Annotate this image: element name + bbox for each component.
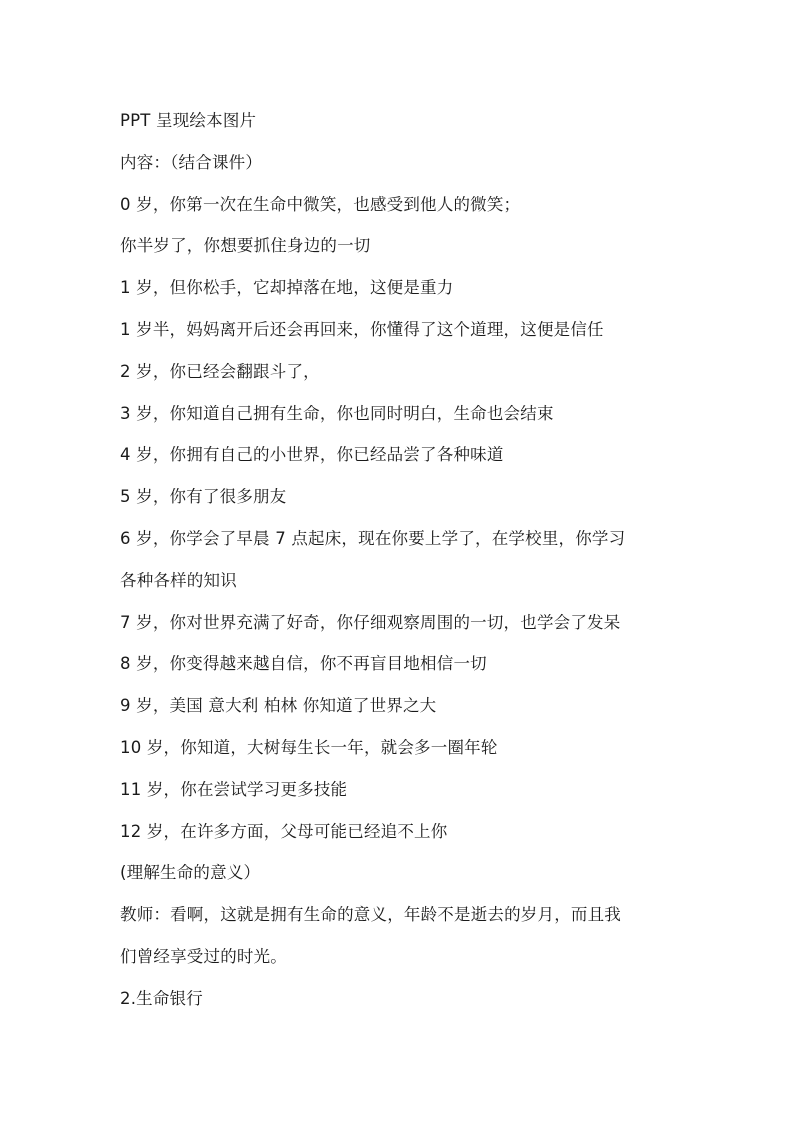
text-line-age-11: 11 岁，你在尝试学习更多技能	[120, 779, 348, 799]
text-line-age-5: 5 岁，你有了很多朋友	[120, 487, 287, 507]
text-line-age-0: 0 岁，你第一次在生命中微笑，也感受到他人的微笑；	[120, 194, 521, 214]
text-line-age-9: 9 岁，美国 意大利 柏林 你知道了世界之大	[120, 696, 437, 716]
text-line-age-1-half: 1 岁半，妈妈离开后还会再回来，你懂得了这个道理，这便是信任	[120, 319, 604, 339]
text-line-content-heading: 内容：（结合课件）	[120, 152, 263, 172]
text-line-age-4: 4 岁，你拥有自己的小世界，你已经品尝了各种味道	[120, 445, 504, 465]
text-line-age-8: 8 岁，你变得越来越自信，你不再盲目地相信一切	[120, 654, 487, 674]
text-line-age-6: 6 岁，你学会了早晨 7 点起床，现在你要上学了，在学校里，你学习	[120, 528, 626, 548]
text-line-age-2: 2 岁，你已经会翻跟斗了，	[120, 361, 320, 381]
text-line-age-7: 7 岁，你对世界充满了好奇，你仔细观察周围的一切，也学会了发呆	[120, 612, 621, 632]
text-line-age-10: 10 岁，你知道，大树每生长一年，就会多一圈年轮	[120, 737, 498, 757]
text-line-meaning-note: (理解生命的意义）	[120, 863, 261, 883]
text-line-age-3: 3 岁，你知道自己拥有生命，你也同时明白，生命也会结束	[120, 403, 554, 423]
text-line-teacher-cont: 们曾经享受过的时光。	[120, 946, 287, 966]
text-line-age-12: 12 岁，在许多方面，父母可能已经追不上你	[120, 821, 448, 841]
document-body	[120, 100, 690, 1020]
text-line-teacher: 教师：看啊，这就是拥有生命的意义，年龄不是逝去的岁月，而且我	[120, 905, 621, 925]
text-line-section-heading: 2.生命银行	[120, 988, 203, 1008]
text-line-ppt-note: PPT 呈现绘本图片	[120, 111, 257, 130]
text-line-age-6-cont: 各种各样的知识	[120, 570, 237, 590]
text-line-age-1: 1 岁，但你松手，它却掉落在地，这便是重力	[120, 278, 454, 298]
text-line-age-half: 你半岁了，你想要抓住身边的一切	[120, 236, 371, 256]
